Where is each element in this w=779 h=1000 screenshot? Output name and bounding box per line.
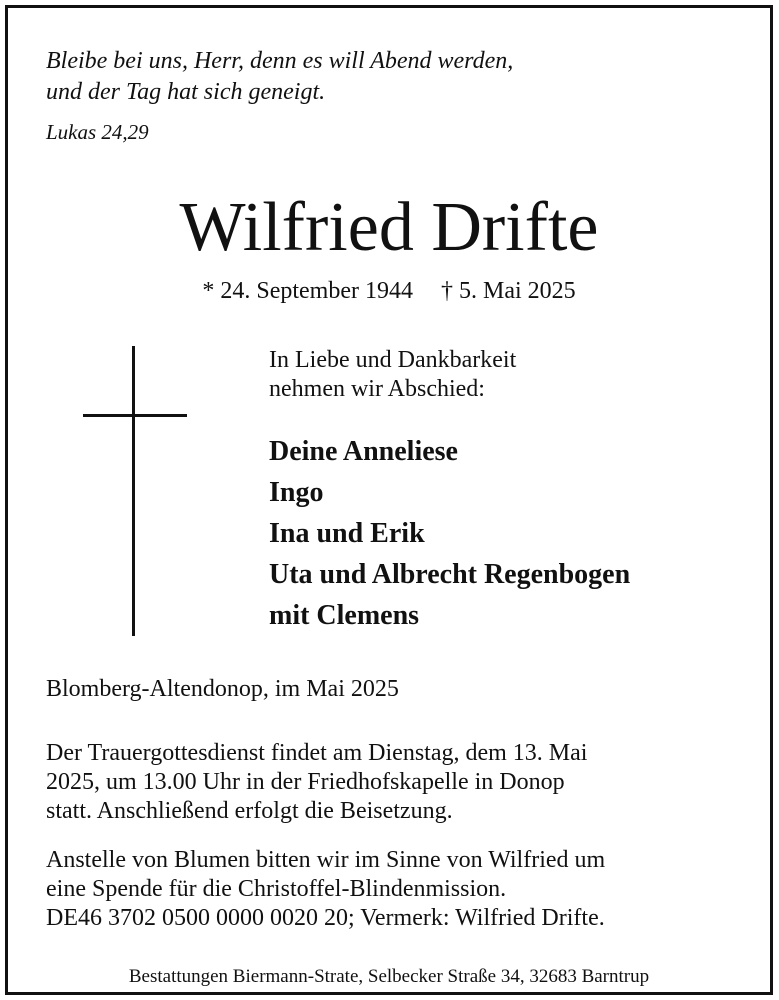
funeral-home-footer: Bestattungen Biermann-Strate, Selbecker Straße 34, 32683 Barntrup	[128, 966, 650, 987]
obituary-notice	[5, 5, 773, 995]
mourner: Uta und Albrecht Regenbogen	[269, 559, 631, 590]
donation-line-1: Anstelle von Blumen bitten wir im Sinne von Wilfried um	[46, 847, 606, 873]
service-line-2: 2025, um 13.00 Uhr in der Friedhofskapelle in Donop	[46, 769, 565, 795]
verse-reference: Lukas 24,29	[46, 120, 149, 144]
mourner: mit Clemens	[269, 600, 420, 631]
mourner: Deine Anneliese	[269, 436, 458, 467]
donation-info	[46, 846, 605, 933]
mourner: Ingo	[269, 477, 324, 508]
intro-line-1: In Liebe und Dankbarkeit	[269, 347, 517, 373]
service-line-3: statt. Anschließend erfolgt die Beisetzung.	[46, 798, 453, 824]
farewell-intro	[269, 346, 516, 404]
birth-date: * 24. September 1944	[202, 278, 413, 304]
service-info	[46, 739, 587, 826]
donation-line-3: DE46 3702 0500 0000 0020 20; Vermerk: Wilfried Drifte.	[46, 905, 605, 931]
verse-line-2: und der Tag hat sich geneigt.	[46, 79, 326, 105]
mourner: Ina und Erik	[269, 518, 425, 549]
verse-line-1: Bleibe bei uns, Herr, denn es will Abend werden,	[46, 48, 514, 74]
mourners-list	[269, 431, 630, 636]
cross-icon	[132, 346, 135, 636]
deceased-name: Wilfried Drifte	[179, 189, 599, 266]
life-dates	[8, 276, 770, 306]
bible-verse	[46, 46, 513, 108]
death-date: † 5. Mai 2025	[440, 278, 576, 304]
donation-line-2: eine Spende für die Christoffel-Blindenmission.	[46, 876, 507, 902]
cross-icon-bar	[83, 414, 187, 417]
intro-line-2: nehmen wir Abschied:	[269, 376, 485, 402]
place-and-date: Blomberg-Altendonop, im Mai 2025	[46, 676, 399, 702]
service-line-1: Der Trauergottesdienst findet am Dienstag, dem 13. Mai	[46, 740, 588, 766]
